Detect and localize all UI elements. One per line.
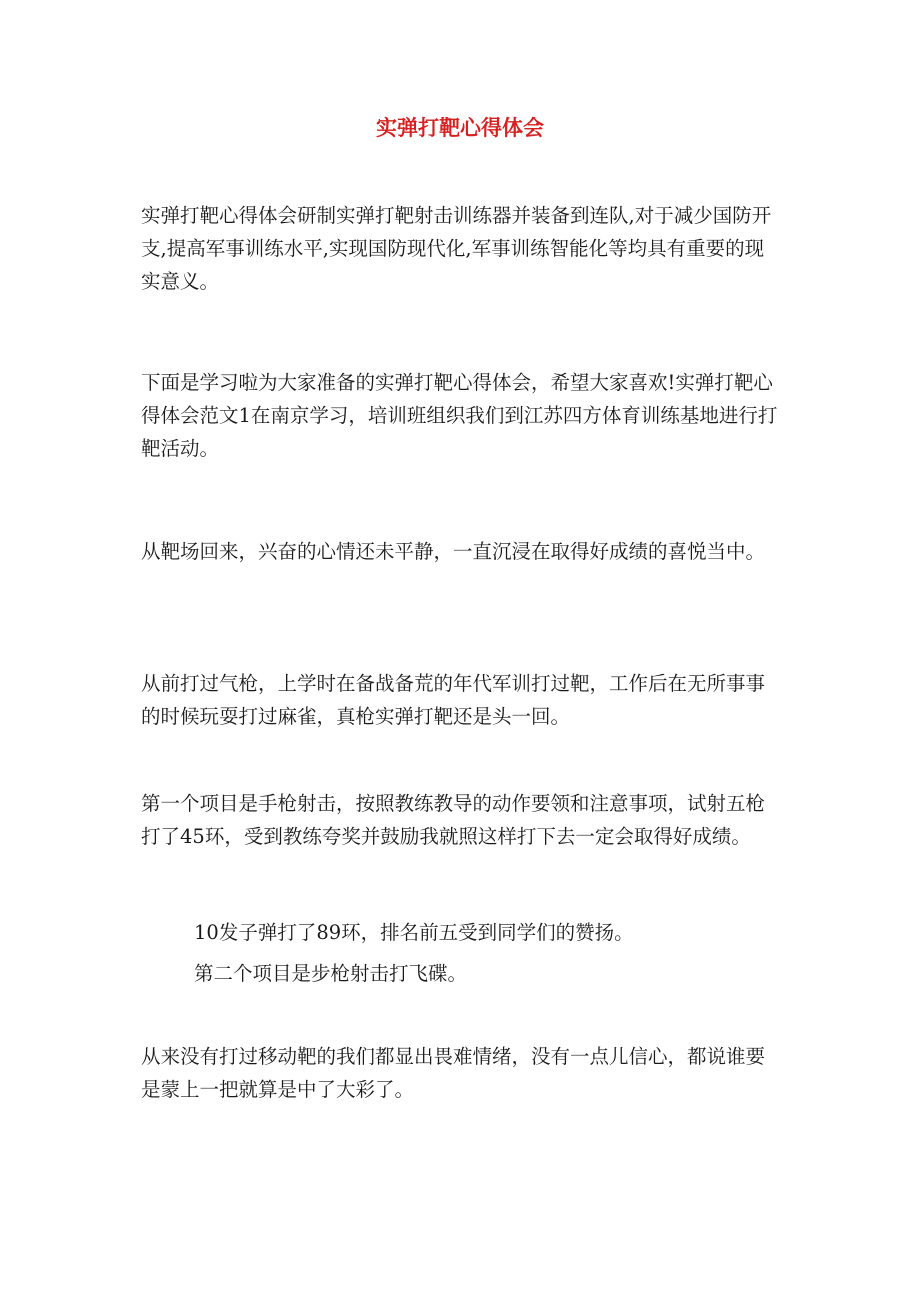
paragraph-past-experience: 从前打过气枪，上学时在备战备荒的年代军训打过靶，工作后在无所事事的时候玩耍打过麻雀，真枪实弹打靶还是头一回。 bbox=[141, 672, 766, 728]
paragraph-return: 从靶场回来，兴奋的心情还未平静，一直沉浸在取得好成绩的喜悦当中。 bbox=[141, 540, 766, 563]
paragraph-rifle: 第二个项目是步枪射击打飞碟。 bbox=[194, 962, 468, 985]
document-title: 实弹打靶心得体会 bbox=[376, 116, 544, 140]
paragraph-pistol-result: 10发子弹打了89环，排名前五受到同学们的赞扬。 bbox=[194, 921, 634, 944]
paragraph-pistol: 第一个项目是手枪射击，按照教练教导的动作要领和注意事项，试射五枪打了45环，受到教练夸奖并鼓励我就照这样打下去一定会取得好成绩。 bbox=[141, 792, 766, 848]
paragraph-preface: 下面是学习啦为大家准备的实弹打靶心得体会，希望大家喜欢!实弹打靶心得体会范文1在南京学习，培训班组织我们到江苏四方体育训练基地进行打靶活动。 bbox=[141, 371, 778, 460]
paragraph-moving-target: 从来没有打过移动靶的我们都显出畏难情绪，没有一点儿信心，都说谁要是蒙上一把就算是中了大彩了。 bbox=[141, 1045, 766, 1101]
paragraph-intro: 实弹打靶心得体会研制实弹打靶射击训练器并装备到连队,对于减少国防开支,提高军事训练水平,实现国防现代化,军事训练智能化等均具有重要的现实意义。 bbox=[141, 204, 772, 293]
